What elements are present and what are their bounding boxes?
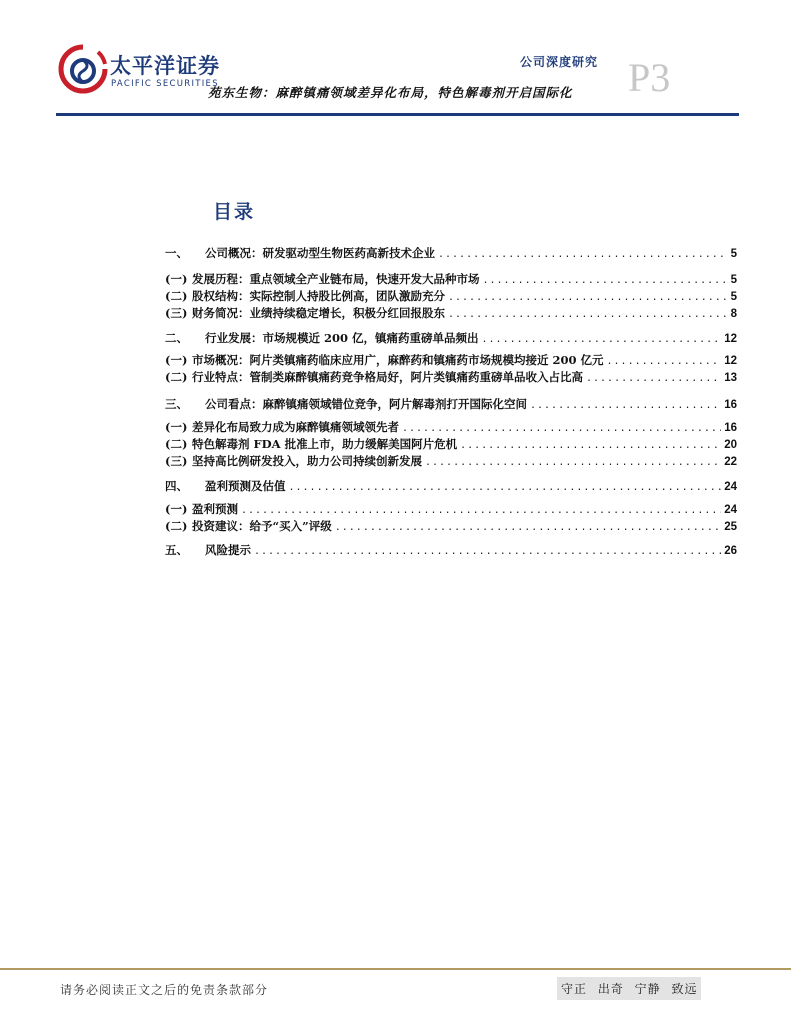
page-number-mark: P3 <box>628 55 671 100</box>
toc-entry-label <box>165 288 445 304</box>
toc-entry-text: 风险提示 <box>205 543 251 557</box>
toc-entry[interactable] <box>165 501 737 517</box>
toc-entry-text: 特色解毒剂 FDA 批准上市，助力缓解美国阿片危机 <box>192 437 458 451</box>
toc-entry-text: 盈利预测 <box>192 502 238 516</box>
toc-dot-leader <box>241 505 721 516</box>
footer-divider <box>0 968 791 970</box>
toc-dot-leader <box>530 400 721 411</box>
toc-entry-number: (一) <box>165 420 188 434</box>
toc-page-number: 16 <box>724 399 737 411</box>
toc-page-number: 26 <box>724 545 737 557</box>
toc-page-number: 12 <box>724 333 737 345</box>
toc-entry-text: 公司概况：研发驱动型生物医药高新技术企业 <box>205 246 435 260</box>
toc-entry[interactable] <box>165 436 737 452</box>
toc-page-number: 5 <box>730 274 737 286</box>
toc-entry[interactable] <box>165 305 737 321</box>
toc-entry-text: 差异化布局致力成为麻醉镇痛领域领先者 <box>192 420 399 434</box>
toc-entry[interactable] <box>165 288 737 304</box>
toc-page-number: 5 <box>730 291 737 303</box>
toc-dot-leader <box>482 334 722 345</box>
toc-entry-text: 财务简况：业绩持续稳定增长，积极分红回报股东 <box>192 306 445 320</box>
toc-entry-label <box>165 271 480 287</box>
toc-dot-leader <box>402 423 721 434</box>
toc-entry[interactable] <box>165 419 737 435</box>
toc-dot-leader <box>448 292 728 303</box>
toc-entry-label <box>165 369 583 385</box>
report-type: 公司深度研究 <box>520 55 599 69</box>
toc-entry[interactable] <box>165 518 737 534</box>
toc-entry-label <box>165 245 435 261</box>
toc-entry-number: (二) <box>165 370 188 384</box>
toc-entry-number: (三) <box>165 454 188 468</box>
toc-entry-number: (二) <box>165 289 188 303</box>
toc-entry-label <box>165 436 457 452</box>
pacific-securities-logo-icon <box>58 44 108 94</box>
toc-dot-leader <box>425 457 721 468</box>
toc-entry[interactable] <box>165 352 737 368</box>
toc-entry-number: 五、 <box>165 543 188 557</box>
report-title: 苑东生物：麻醉镇痛领域差异化布局，特色解毒剂开启国际化 <box>208 85 573 100</box>
toc-entry-text: 行业特点：管制类麻醉镇痛药竞争格局好，阿片类镇痛药重磅单品收入占比高 <box>192 370 583 384</box>
toc-entry[interactable] <box>165 478 737 494</box>
disclaimer-note: 请务必阅读正文之后的免责条款部分 <box>60 983 269 997</box>
toc-dot-leader <box>254 546 721 557</box>
toc-entry[interactable] <box>165 245 737 261</box>
toc-entry-label <box>165 478 286 494</box>
toc-entry[interactable] <box>165 453 737 469</box>
toc-entry-label <box>165 453 422 469</box>
toc-dot-leader <box>586 373 721 384</box>
toc-entry-label <box>165 518 332 534</box>
toc-entry-number: (二) <box>165 519 188 533</box>
toc-heading: 目录 <box>213 201 256 223</box>
toc-entry[interactable] <box>165 396 737 412</box>
toc-entry-text: 坚持高比例研发投入，助力公司持续创新发展 <box>192 454 422 468</box>
toc-entry[interactable] <box>165 369 737 385</box>
logo-text-en: PACIFIC SECURITIES <box>111 79 219 89</box>
toc-entry[interactable] <box>165 330 737 346</box>
toc-entry-number: 四、 <box>165 479 188 493</box>
toc-page-number: 13 <box>724 372 737 384</box>
header-divider <box>56 113 739 116</box>
toc-entry-number: (一) <box>165 272 188 286</box>
toc-entry[interactable] <box>165 542 737 558</box>
toc-page-number: 24 <box>724 504 737 516</box>
toc-dot-leader <box>438 249 728 260</box>
toc-entry-number: (一) <box>165 353 188 367</box>
toc-page-number: 12 <box>724 355 737 367</box>
toc-entry-text: 发展历程：重点领域全产业链布局，快速开发大品种市场 <box>192 272 480 286</box>
toc-entry-number: 二、 <box>165 331 188 345</box>
toc-entry-text: 股权结构：实际控制人持股比例高，团队激励充分 <box>192 289 445 303</box>
toc-dot-leader <box>607 356 722 367</box>
toc-dot-leader <box>448 309 728 320</box>
toc-entry-label <box>165 330 479 346</box>
toc-entry-label <box>165 542 251 558</box>
toc-page-number: 16 <box>724 422 737 434</box>
toc-page-number: 20 <box>724 439 737 451</box>
toc-entry-text: 行业发展：市场规模近 200 亿，镇痛药重磅单品频出 <box>205 331 479 345</box>
toc-dot-leader <box>460 440 721 451</box>
toc-entry-text: 公司看点：麻醉镇痛领域错位竞争，阿片解毒剂打开国际化空间 <box>205 397 527 411</box>
toc-dot-leader <box>335 522 721 533</box>
toc-entry-label <box>165 352 604 368</box>
toc-entry-number: (一) <box>165 502 188 516</box>
toc-entry-number: (二) <box>165 437 188 451</box>
toc-page-number: 8 <box>730 308 737 320</box>
toc-entry-label <box>165 305 445 321</box>
toc-page-number: 22 <box>724 456 737 468</box>
toc-dot-leader <box>483 275 728 286</box>
toc-entry-text: 市场概况：阿片类镇痛药临床应用广，麻醉药和镇痛药市场规模均接近 200 亿元 <box>192 353 604 367</box>
toc-entry-label <box>165 396 527 412</box>
toc-entry-text: 盈利预测及估值 <box>205 479 286 493</box>
toc-entry-label <box>165 501 238 517</box>
company-motto: 守正 出奇 宁静 致远 <box>557 977 701 1000</box>
toc-entry-number: (三) <box>165 306 188 320</box>
toc-entry-label <box>165 419 399 435</box>
toc-page-number: 25 <box>724 521 737 533</box>
toc-page-number: 24 <box>724 481 737 493</box>
company-logo <box>58 44 218 100</box>
toc-entry-text: 投资建议：给予“买入”评级 <box>192 519 332 533</box>
toc-entry-number: 一、 <box>165 246 188 260</box>
toc-dot-leader <box>289 482 722 493</box>
logo-text-cn: 太平洋证券 <box>110 54 220 78</box>
toc-entry[interactable] <box>165 271 737 287</box>
toc-page-number: 5 <box>730 248 737 260</box>
toc-entry-number: 三、 <box>165 397 188 411</box>
